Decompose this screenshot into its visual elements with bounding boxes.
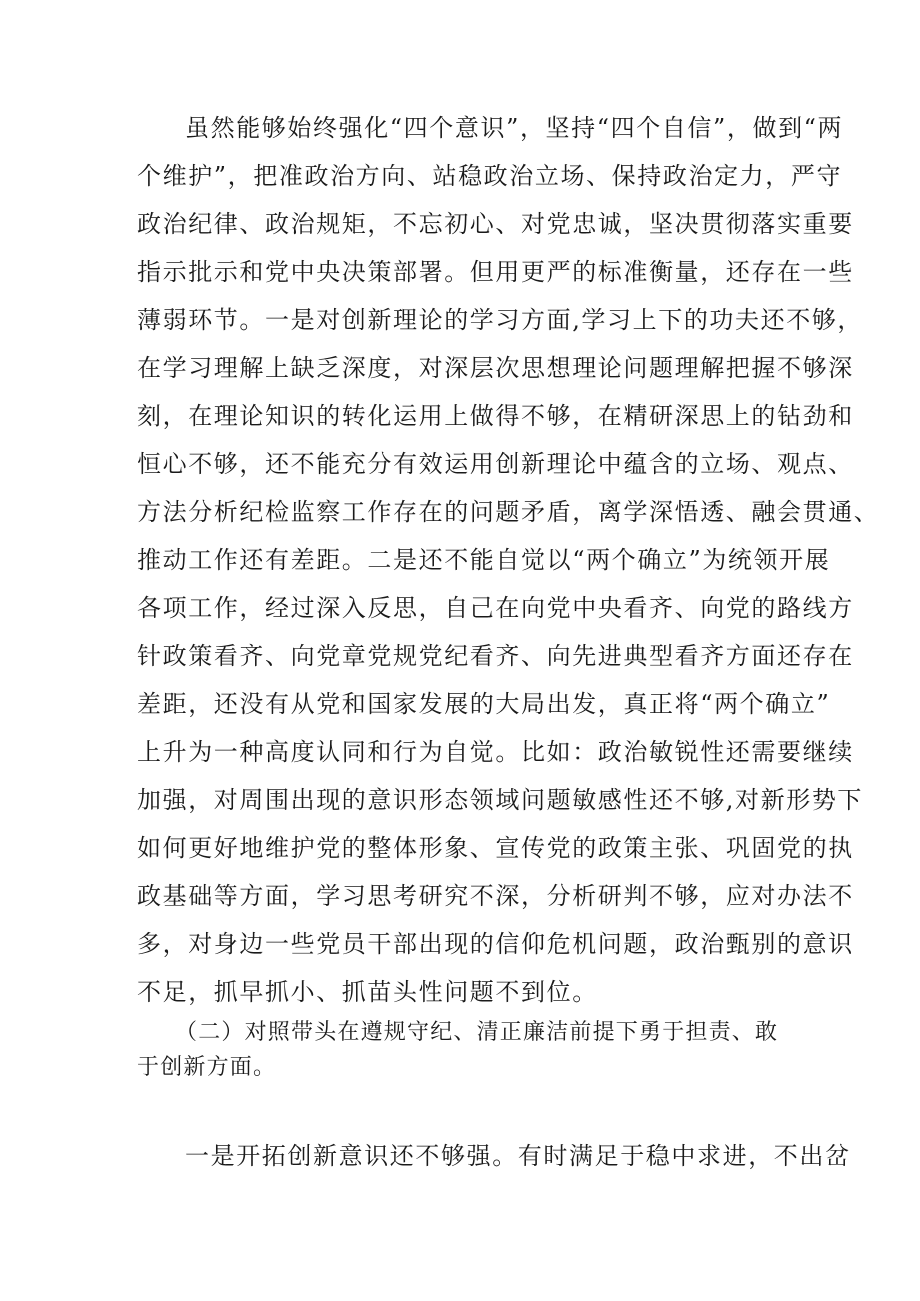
paragraph-1-line-2: 个维护”，把准政治方向、站稳政治立场、保持政治定力，严守 [137, 162, 843, 190]
paragraph-2-line-1: 一是开拓创新意识还不够强。有时满足于稳中求进，不出岔 [185, 1142, 851, 1170]
paragraph-1-line-12: 针政策看齐、向党章党规党纪看齐、向先进典型看齐方面还存在 [137, 642, 854, 670]
section-heading-line-2: 于创新方面。 [137, 1055, 277, 1080]
paragraph-1-line-15: 加强，对周围出现的意识形态领域问题敏感性还不够,对新形势下 [137, 786, 864, 814]
paragraph-1-line-6: 在学习理解上缺乏深度，对深层次思想理论问题理解把握不够深 [137, 354, 854, 382]
paragraph-1-line-16: 如何更好地维护党的整体形象、宣传党的政策主张、巩固党的执 [137, 834, 854, 862]
paragraph-1-line-8: 恒心不够，还不能充分有效运用创新理论中蕴含的立场、观点、 [137, 450, 854, 478]
paragraph-1-line-13: 差距，还没有从党和国家发展的大局出发，真正将“两个确立” [137, 690, 831, 718]
paragraph-1-line-3: 政治纪律、政治规矩，不忘初心、对党忠诚，坚决贯彻落实重要 [137, 210, 854, 238]
paragraph-1-line-19: 不足，抓早抓小、抓苗头性问题不到位。 [137, 978, 598, 1006]
paragraph-1-line-10: 推动工作还有差距。二是还不能自觉以“两个确立”为统领开展 [137, 546, 831, 574]
paragraph-1-line-4: 指示批示和党中央决策部署。但用更严的标准衡量，还存在一些 [137, 258, 854, 286]
paragraph-1-line-9: 方法分析纪检监察工作存在的问题矛盾，离学深悟透、融会贯通、 [137, 498, 880, 526]
paragraph-1-line-5: 薄弱环节。一是对创新理论的学习方面,学习上下的功夫还不够， [137, 306, 864, 334]
section-heading-line-1: （二）对照带头在遵规守纪、清正廉洁前提下勇于担责、敢 [175, 1020, 779, 1045]
paragraph-1-line-11: 各项工作，经过深入反思，自己在向党中央看齐、向党的路线方 [137, 594, 854, 622]
paragraph-1-line-1: 虽然能够始终强化“四个意识”，坚持“四个自信”，做到“两 [185, 114, 844, 142]
paragraph-1-line-14: 上升为一种高度认同和行为自觉。比如：政治敏锐性还需要继续 [137, 738, 854, 766]
paragraph-1-line-7: 刻，在理论知识的转化运用上做得不够，在精研深思上的钻劲和 [137, 402, 854, 430]
paragraph-1-line-17: 政基础等方面，学习思考研究不深，分析研判不够，应对办法不 [137, 882, 854, 910]
paragraph-1-line-18: 多，对身边一些党员干部出现的信仰危机问题，政治甄别的意识 [137, 930, 854, 958]
